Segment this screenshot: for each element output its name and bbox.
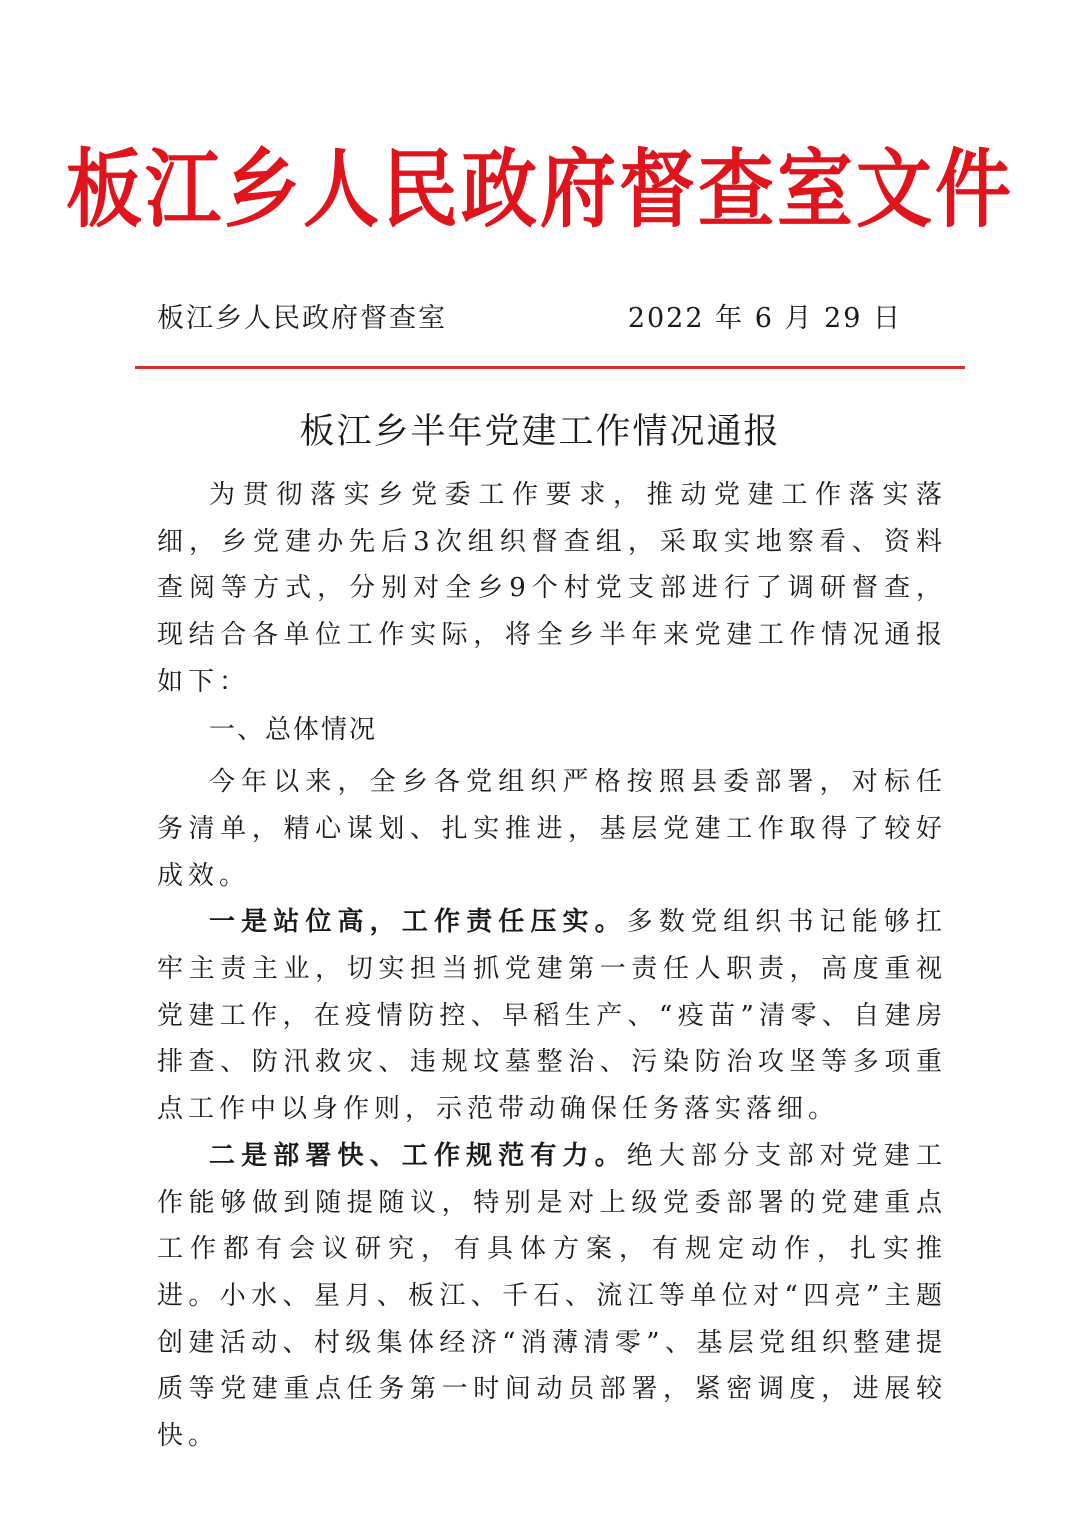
document-title: 板江乡半年党建工作情况通报	[299, 412, 781, 452]
point-two-lead: 二是部署快、工作规范有力。	[209, 1140, 627, 1171]
point-one-lead: 一是站位高，工作责任压实。	[209, 907, 627, 938]
section-heading: 一、总体情况	[209, 714, 378, 745]
point-two-text: 绝大部分支部对党建工作能够做到随提随议，特别是对上级党委部署的党建重点工作都有会议研究，有具体方案，有规定动作，扎实推进。小水、星月、板江、千石、流江等单位对“四亮”主题创建活动、村级集体经济“消薄清零”、基层党组织整建提质等党建重点任务第一时间动员部署，紧密调度，进展较快。	[157, 1140, 947, 1452]
issuer-date-line	[157, 296, 902, 340]
point-one-text: 多数党组织书记能够扛牢主责主业，切实担当抓党建第一责任人职责，高度重视党建工作，在疫情防控、早稻生产、“疫苗”清零、自建房排查、防汛救灾、违规坟墓整治、污染防治攻坚等多项重点工作中以身作则，示范带动确保任务落实落细。	[157, 907, 947, 1125]
red-header-title: 板江乡人民政府督查室文件	[66, 139, 1014, 240]
section-paragraph: 今年以来，全乡各党组织严格按照县委部署，对标任务清单，精心谋划、扎实推进，基层党建工作取得了较好成效。	[157, 767, 947, 891]
point-two-paragraph	[157, 1133, 947, 1460]
issuer-name: 板江乡人民政府督查室	[157, 303, 447, 334]
red-divider-rule	[135, 366, 965, 369]
intro-paragraph: 为贯彻落实乡党委工作要求，推动党建工作落实落细，乡党建办先后3次组织督查组，采取实地察看、资料查阅等方式，分别对全乡9个村党支部进行了调研督查，现结合各单位工作实际，将全乡半年来党建工作情况通报如下：	[157, 480, 947, 697]
point-one-paragraph	[157, 899, 947, 1133]
document-body	[157, 472, 947, 1460]
issue-date: 2022 年 6 月 29 日	[627, 303, 902, 334]
